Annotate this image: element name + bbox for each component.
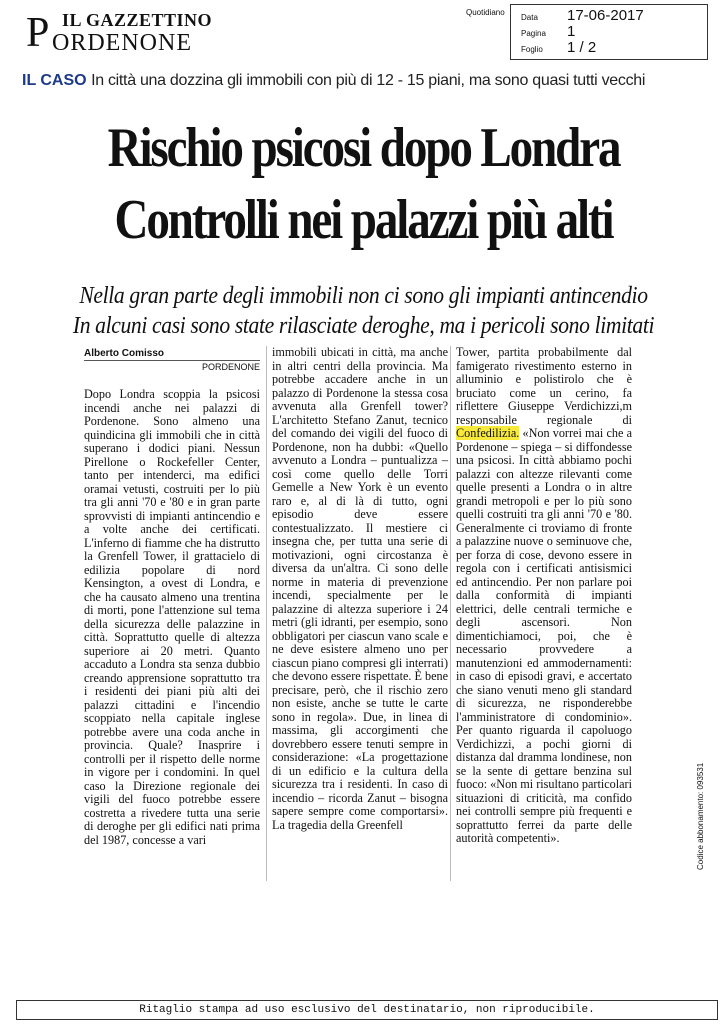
column-3-text-before: Tower, partita probabilmente dal famigerato rivestimento esterno in alluminio e polistirolo che è bruciato come un cerino, fa riflettere Giuseppe Verdichizzi,m responsabile regionale di (456, 345, 632, 427)
article-column-3 (456, 346, 632, 846)
quotidiano-label: Quotidiano (466, 8, 505, 17)
masthead-logo (22, 8, 217, 58)
byline-city: PORDENONE (201, 362, 260, 372)
kicker-text: In città una dozzina gli immobili con più di 12 - 15 piani, ma sono quasi tutti vecchi (91, 72, 646, 89)
subhead-line-1: Nella gran parte degli immobili non ci sono gli impianti antincendio (79, 283, 648, 309)
column-3-text-after: «Non vorrei mai che a Pordenone – spiega – si diffondesse una psicosi. In città abbiamo pochi palazzi con altezze rilevanti come quelle presenti a Londra o in altre grandi metropoli e per lo più sono quelli costruiti tra gli anni '70 e '80. Generalmente ci troviamo di fronte a palazzine nuove o seminuove che, per forza di cose, devono essere in regola con i certificati antisismici ed antincendio. Per non parlare poi dalla conformità di impianti elettrici, delle centrali termiche e degli ascensori. Non dimentichiamoci, poi, che è necessario provvedere a manutenzioni ed ammodernamenti: in caso di episodi gravi, e accertato che siano venuti meno gli standard di sicurezza, ne risponderebbe l'amministratore di condominio». Per quanto riguarda il capoluogo Verdichizzi, a pochi giorni di distanza dal dramma londinese, non se la sente di gettare benzina sul fuoco: «Non mi risultano particolari situazioni di criticità, ma confido nei controlli sempre più frequenti e soprattutto ferrei da parte delle autorità competenti». (456, 426, 632, 845)
subhead-line-2: In alcuni casi sono state rilasciate deroghe, ma i pericoli sono limitati (72, 313, 655, 339)
meta-pagina-value: 1 (567, 23, 576, 40)
meta-pagina-label: Pagina (521, 29, 546, 38)
article-column-1: Dopo Londra scoppia la psicosi incendi anche nei palazzi di Pordenone. Sono almeno una quindicina gli immobili che in città superano i dodici piani. Nessun Pirellone o Rockefeller Center, tanto per intenderci, ma edifici oramai vetusti, costruiti per lo più tra gli anni '70 e '80 e in gran parte sprovvisti di impianti antincendio e a volte anche dei certificati. L'inferno di fiamme che ha distrutto la Grenfell Tower, il grattacielo di edilizia popolare di nord Kensington, a ovest di Londra, e che ha causato almeno una trentina di morti, pone l'attenzione sul tema della sicurezza delle palazzine in città. Soprattutto quelle di altezza superiore ai 20 metri. Quanto accaduto a Londra sta senza dubbio creando apprensione soprattutto tra i residenti dei piani più alti dei palazzi cittadini e l'incendio scoppiato nella capitale inglese potrebbe avere una coda anche in provincia. Quale? Inasprire i controlli per il rispetto delle norme in vigore per i condomini. In quel caso la Direzione regionale dei vigili del fuoco potrebbe essere costretta a rivedere tutta una serie di deroghe per gli edifici nati prima del 1987, concesse a vari (84, 387, 260, 847)
meta-foglio-label: Foglio (521, 45, 543, 54)
meta-data-value: 17-06-2017 (567, 7, 644, 24)
masthead-initial: P (26, 10, 50, 56)
article-column-2: immobili ubicati in città, ma anche in altri centri della provincia. Ma potrebbe accadere anche in un palazzo di Pordenone la stessa cosa avvenuta alla Grenfell tower? L'architetto Stefano Zanut, tecnico del comando dei vigili del fuoco di Pordenone, non ha dubbi: «Quello avvenuto a Londra – puntualizza – così come quello delle Torri Gemelle a New York è un evento raro e, al di là di tutto, ogni episodio deve essere contestualizzato. Il mestiere ci insegna che, per tutta una serie di motivazioni, ogni circostanza è diversa da un'altra. Ci sono delle norme in materia di prevenzione incendi, specialmente per le palazzine di altezza superiore i 24 metri (gli idranti, per esempio, sono obbligatori per ciascun vano scale e ne deve esistere almeno uno per ciascun piano compresi gli interrati) che devono essere rispettate. È bene precisare, però, che il rischio zero non esiste, anche se tutte le carte sono in regola». Due, in linea di massima, gli accorgimenti che dovrebbero essere tenuti sempre in considerazione: «La progettazione di un edificio e la cultura della sicurezza tra i residenti. In caso di incendio – ricorda Zanut – bisogna sapere sempre come comportarsi». La tragedia della Greenfell (272, 345, 448, 832)
masthead-top: IL GAZZETTINO (62, 10, 213, 30)
kicker-bar (22, 72, 712, 96)
footer-notice: Ritaglio stampa ad uso esclusivo del destinatario, non riproducibile. (16, 1000, 718, 1020)
meta-box (510, 4, 708, 60)
headline-line-1: Rischio psicosi dopo Londra (107, 117, 620, 179)
byline-author: Alberto Comisso (84, 348, 165, 359)
meta-foglio-value: 1 / 2 (567, 39, 597, 56)
masthead-bottom: ORDENONE (52, 30, 192, 56)
meta-data-label: Data (521, 13, 538, 22)
kicker-label: IL CASO (22, 72, 87, 89)
column-divider (266, 346, 267, 881)
subscription-code: Codice abbonamento: 093531 (696, 762, 705, 870)
byline-divider (84, 360, 260, 361)
column-divider (450, 346, 451, 881)
headline-line-2: Controlli nei palazzi più alti (114, 189, 613, 251)
highlighted-word: Confedilizia. (456, 426, 520, 440)
